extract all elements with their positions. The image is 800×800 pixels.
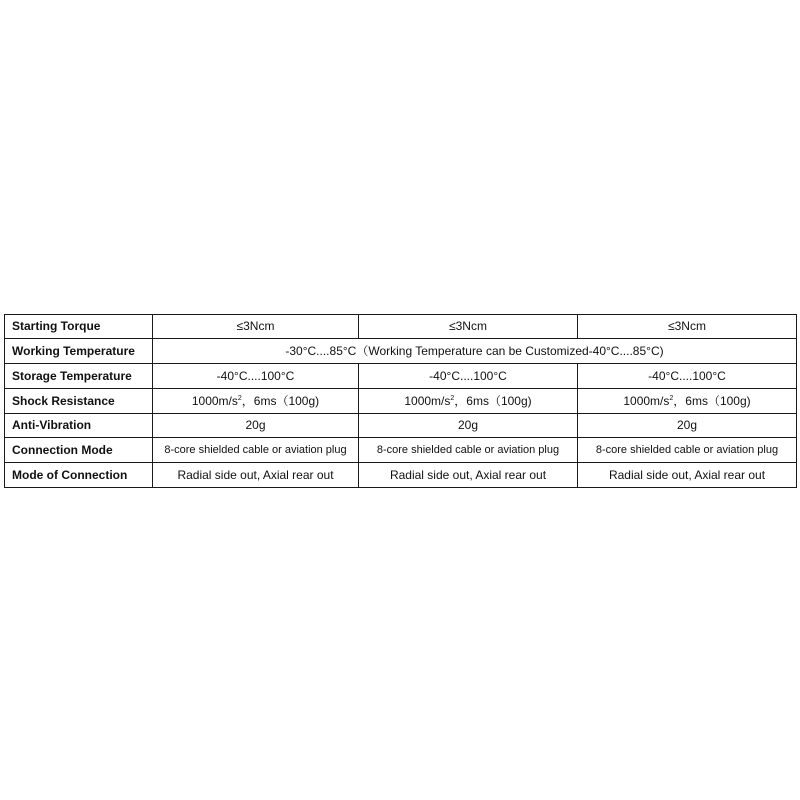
value-superscript: 2 [450,394,455,402]
value-superscript: 2 [669,394,674,402]
table-cell [359,389,578,414]
value-base: 1000m/s [404,393,451,408]
table-cell: 8-core shielded cable or aviation plug [153,438,359,463]
value-rest: ，6ms（100g) [673,393,751,408]
table-cell: ≤3Ncm [578,315,797,339]
row-label: Working Temperature [5,339,153,364]
table-row-working-temperature [5,339,797,364]
row-label: Mode of Connection [5,463,153,488]
table-cell: -40°C....100°C [578,364,797,389]
table-cell [153,389,359,414]
table-cell: Radial side out, Axial rear out [578,463,797,488]
table-cell: ≤3Ncm [153,315,359,339]
table-cell: -40°C....100°C [359,364,578,389]
table-row-anti-vibration [5,414,797,438]
value-base: 1000m/s [623,393,670,408]
table-cell: ≤3Ncm [359,315,578,339]
table-cell [578,389,797,414]
value-base: 1000m/s [191,393,238,408]
row-label: Starting Torque [5,315,153,339]
table-row-mode-of-connection [5,463,797,488]
table-cell: 8-core shielded cable or aviation plug [359,438,578,463]
table-cell: 20g [359,414,578,438]
row-label: Shock Resistance [5,389,153,414]
table-row-starting-torque [5,315,797,339]
table-cell: Radial side out, Axial rear out [359,463,578,488]
table-cell: Radial side out, Axial rear out [153,463,359,488]
specification-table [4,314,797,488]
table-cell: 20g [153,414,359,438]
value-rest: ，6ms（100g) [454,393,532,408]
row-label: Connection Mode [5,438,153,463]
table-cell: 8-core shielded cable or aviation plug [578,438,797,463]
table-row-connection-mode [5,438,797,463]
row-label: Storage Temperature [5,364,153,389]
table-cell-merged: -30°C....85°C（Working Temperature can be Customized-40°C....85°C) [153,339,797,364]
table-cell: -40°C....100°C [153,364,359,389]
value-rest: ，6ms（100g) [241,393,320,408]
table-row-storage-temperature [5,364,797,389]
value-superscript: 2 [237,394,242,402]
row-label: Anti-Vibration [5,414,153,438]
table-cell: 20g [578,414,797,438]
table-row-shock-resistance [5,389,797,414]
